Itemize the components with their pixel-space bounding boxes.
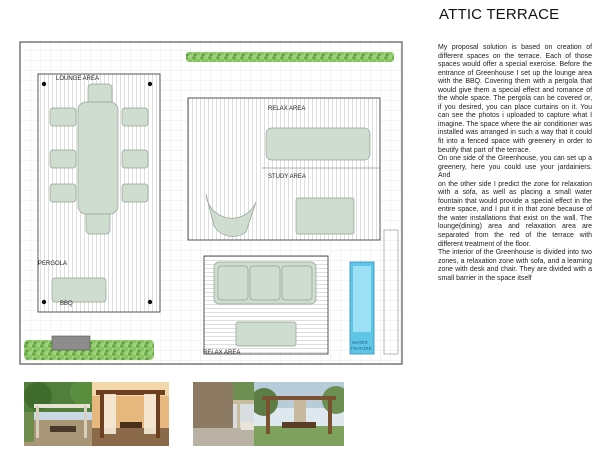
garden-pergola-photo [24, 382, 101, 446]
outdoor-sofa [214, 262, 316, 304]
bbq-label: BBQ [60, 301, 73, 307]
description-paragraph: on the other side I predict the zone for relaxation with a sofa, as well as placing a small water fountain that would provide a special effect in the entire space, and I put it in that zone because of the water installations that exist on the wall. The lounge(dining) area and relaxation area are separated from the red of the terrace with different treatment of the floor. [438, 180, 592, 248]
bbq-counter [52, 278, 106, 302]
water-feature-label-2: FEATURE [351, 346, 372, 351]
hedge-top [186, 52, 394, 62]
description-paragraph: The interior of the Greenhouse is divided into two zones, a relaxation zone with sofa, and a learning zone with desk and chair. They are divided with a small barrier in the space itself [438, 249, 592, 282]
water-feature-label: WATER [352, 340, 368, 345]
lounge-area-label: LOUNGE AREA [56, 76, 100, 82]
ac-unit [52, 336, 90, 350]
wooden-pergola-dining-photo [254, 382, 344, 446]
study-area-label: STUDY AREA [268, 174, 306, 180]
page-title: ATTIC TERRACE [439, 6, 560, 23]
description-paragraph: My proposal solution is based on creation of different spaces on the terrace. Each of those spaces would offer a special exercise. Before the entrance of Greenhouse I set up the lounge area with the BBQ. Covering them with a pergola that would give them a special effect and romance of the whole space. The pergola can be covered or, if you desired, you can place curtains on it. You can see the photos i uploaded to capture what I imagine. The space where the air conditioner was installed was arranged in such a way that it could fit into a fenced space with greenery in order to beutify that part of the terrace. [438, 44, 592, 154]
study-desk [296, 198, 354, 234]
pergola-post [148, 300, 152, 304]
pergola-label: PERGOLA [38, 261, 68, 267]
greenhouse-sofa [266, 128, 370, 160]
description-text [438, 44, 592, 283]
coffee-table [236, 322, 296, 346]
description-paragraph: On one side of the Greenhouse, you can set up a greenery, here you could use your jardainiers. And [438, 155, 592, 180]
pergola-post [42, 300, 46, 304]
relax-area-bottom-label: RELAX AREA [203, 350, 241, 356]
relax-area-label: RELAX AREA [268, 106, 306, 112]
curtained-pergola-photo [92, 382, 169, 446]
hedge-right [384, 230, 398, 354]
pergola-post [42, 82, 46, 86]
pergola-post [148, 82, 152, 86]
